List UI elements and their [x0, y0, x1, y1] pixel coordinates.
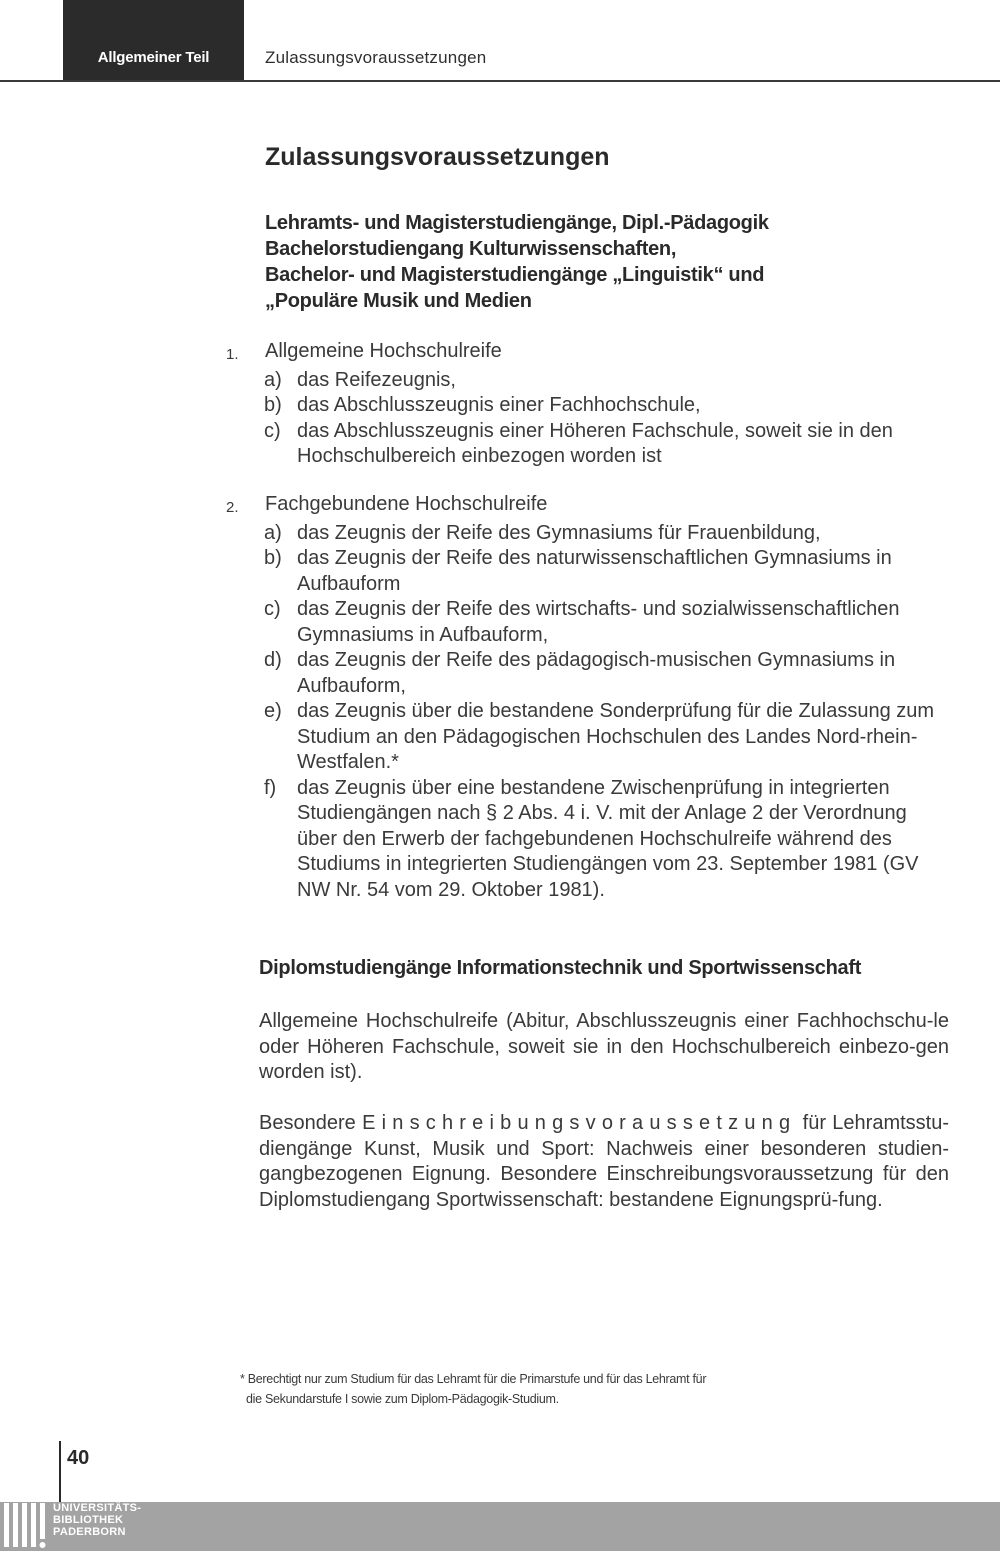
list-item — [226, 776, 946, 904]
item-text: das Abschlusszeugnis einer Fachhochschule, — [297, 394, 701, 416]
header-rule — [0, 80, 1000, 82]
item-letter: b) — [264, 394, 282, 416]
item-text: das Reifezeugnis, — [297, 368, 456, 391]
list-heading: Fachgebundene Hochschulreife — [265, 493, 548, 515]
page-number-rule — [59, 1441, 61, 1503]
list-item — [226, 597, 946, 648]
item-letter: a) — [264, 521, 282, 544]
item-letter: e) — [264, 700, 282, 722]
list-section-2 — [226, 492, 946, 903]
item-text: das Zeugnis der Reife des Gymnasiums für Frauenbildung, — [297, 521, 821, 544]
subtitle-line: „Populäre Musik und Medien — [265, 290, 532, 312]
item-text: das Zeugnis über die bestandene Sonderprüfung für die Zulassung zum Studium an den Pädagogischen Hochschulen des Landes Nord-rhein-Westfalen.* — [297, 700, 935, 773]
para-rest: für Lehramtsstu-diengänge Kunst, Musik und Sport: Nachweis einer besonderen studien-gangbezogenen Eignung. Besondere Einschreibungsvoraussetzung für den Diplomstudiengang Sportwissenschaft: bestandene Eignungsprü-fung. — [259, 1112, 950, 1211]
page-title: Zulassungsvoraussetzungen — [265, 143, 610, 171]
library-name — [53, 1502, 141, 1538]
subtitle-line: Lehramts- und Magisterstudiengänge, Dipl.-Pädagogik — [265, 212, 769, 234]
header-tab-label: Allgemeiner Teil — [97, 49, 210, 66]
paragraph-einschreibung — [259, 1111, 949, 1213]
footer-band — [0, 1502, 1000, 1551]
header-running-title: Zulassungsvoraussetzungen — [265, 48, 487, 67]
item-text: das Zeugnis über eine bestandene Zwischenprüfung in integrierten Studiengängen nach § 2 Abs. 4 i. V. mit der Anlage 2 der Verordnung über den Erwerb der fachgebundenen Hochschulreife während des Studiums in integrierten Studiengängen vom 23. September 1981 (GV NW Nr. 54 vom 29. Oktober 1981). — [297, 776, 919, 901]
library-line: PADERBORN — [53, 1526, 126, 1538]
para-prefix: Besondere — [259, 1112, 356, 1134]
item-text: das Zeugnis der Reife des pädagogisch-musischen Gymnasiums in Aufbauform, — [297, 649, 896, 697]
list-item — [226, 419, 946, 470]
list-item — [226, 393, 946, 419]
list-item — [226, 648, 946, 699]
para-spaced-term: Einschreibungsvoraussetzung — [362, 1112, 797, 1134]
item-letter: c) — [264, 419, 281, 442]
library-line: BIBLIOTHEK — [53, 1514, 124, 1526]
list-item — [226, 521, 946, 547]
item-letter: a) — [264, 368, 282, 391]
header-section-tab — [63, 0, 244, 80]
page-number: 40 — [67, 1447, 90, 1469]
list-section-1 — [226, 339, 946, 470]
list-item — [226, 699, 946, 776]
footnote-line: die Sekundarstufe I sowie zum Diplom-Pädagogik-Studium. — [246, 1392, 559, 1406]
paragraph-hochschulreife: Allgemeine Hochschulreife (Abitur, Abschlusszeugnis einer Fachhochschu-le oder Höheren Fachschule, soweit sie in den Hochschulbereich einbezo-gen worden ist). — [259, 1010, 949, 1083]
list-heading: Allgemeine Hochschulreife — [265, 340, 502, 362]
section-heading: Diplomstudiengänge Informationstechnik und Sportwissenschaft — [259, 957, 862, 979]
list-item — [226, 368, 946, 394]
library-line: UNIVERSITÄTS- — [53, 1502, 142, 1514]
list-number: 2. — [226, 499, 239, 516]
item-letter: f) — [264, 776, 277, 799]
item-text: das Zeugnis der Reife des wirtschafts- und sozialwissenschaftlichen Gymnasiums in Aufbauform, — [297, 598, 900, 646]
library-logo-icon — [4, 1503, 50, 1549]
footnote-line: * Berechtigt nur zum Studium für das Lehramt für die Primarstufe und für das Lehramt für — [240, 1372, 707, 1386]
item-text: das Zeugnis der Reife des naturwissenschaftlichen Gymnasiums in Aufbauform — [297, 547, 892, 595]
list-item — [226, 546, 946, 597]
subtitle — [265, 210, 825, 314]
subtitle-line: Bachelorstudiengang Kulturwissenschaften, — [265, 238, 677, 260]
item-letter: d) — [264, 649, 282, 671]
list-number: 1. — [226, 346, 239, 363]
subtitle-line: Bachelor- und Magisterstudiengänge „Linguistik“ und — [265, 264, 765, 286]
item-text: das Abschlusszeugnis einer Höheren Fachschule, soweit sie in den Hochschulbereich einbezogen worden ist — [297, 419, 893, 467]
item-letter: b) — [264, 547, 282, 569]
item-letter: c) — [264, 598, 281, 620]
footnote — [240, 1369, 800, 1409]
